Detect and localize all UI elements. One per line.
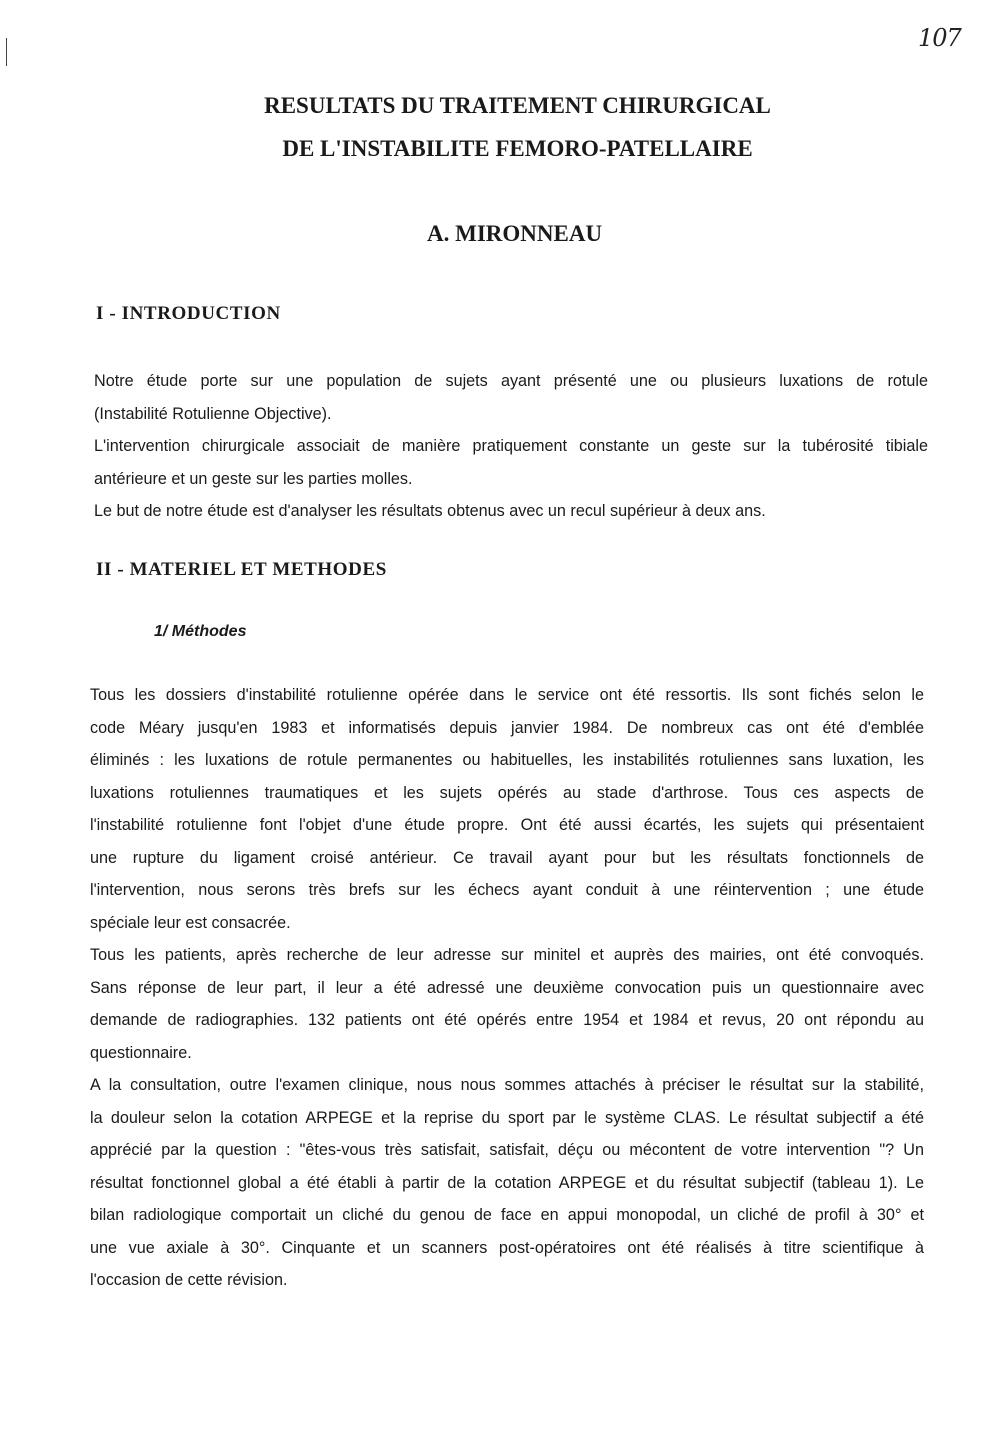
title-line-2: DE L'INSTABILITE FEMORO-PATELLAIRE xyxy=(282,136,753,161)
paragraph-line: spéciale leur est consacrée. xyxy=(90,913,291,932)
paragraph-line: une rupture du ligament croisé antérieur. Ce travail ayant pour but les résultats fonctionnels de xyxy=(90,848,924,867)
paragraph-line: Notre étude porte sur une population de sujets ayant présenté une ou plusieurs luxations de rotule xyxy=(94,372,928,390)
paragraph-line: (Instabilité Rotulienne Objective). xyxy=(94,404,332,423)
paragraph-line: une vue axiale à 30°. Cinquante et un scanners post-opératoires ont été réalisés à titre scientifique à xyxy=(90,1238,924,1257)
paragraph-line: questionnaire. xyxy=(90,1043,192,1062)
methodes-text xyxy=(90,679,924,1297)
paragraph-line: éliminés : les luxations de rotule permanentes ou habituelles, les instabilités rotuliennes sans luxation, les xyxy=(90,751,924,769)
paragraph-line: L'intervention chirurgicale associait de manière pratiquement constante un geste sur la tubérosité tibiale xyxy=(94,437,928,455)
page-number: 107 xyxy=(918,24,961,52)
paragraph-line: Tous les patients, après recherche de leur adresse sur minitel et auprès des mairies, ont été convoqués. xyxy=(90,946,924,964)
paragraph-line: l'occasion de cette révision. xyxy=(90,1271,288,1289)
paragraph-line: l'instabilité rotulienne font l'objet d'une étude propre. Ont été aussi écartés, les sujets qui présentaient xyxy=(90,816,924,834)
paragraph-line: apprécié par la question : "êtes-vous très satisfait, satisfait, déçu ou mécontent de votre intervention "? Un xyxy=(90,1141,924,1159)
paragraph-line: la douleur selon la cotation ARPEGE et la reprise du sport par le système CLAS. Le résultat subjectif a été xyxy=(90,1108,924,1127)
paragraph-line: Sans réponse de leur part, il leur a été adressé une deuxième convocation puis un questionnaire avec xyxy=(90,978,924,997)
author: A. MIRONNEAU xyxy=(427,221,603,246)
paragraph-line: Tous les dossiers d'instabilité rotulienne opérée dans le service ont été ressortis. Ils sont fichés selon le xyxy=(90,686,924,704)
title-line-1: RESULTATS DU TRAITEMENT CHIRURGICAL xyxy=(264,93,771,118)
subsection-heading-methodes: 1/ Méthodes xyxy=(154,623,247,640)
section-heading-introduction: I - INTRODUCTION xyxy=(96,303,281,324)
paragraph-line: l'intervention, nous serons très brefs sur les échecs ayant conduit à une réintervention ; une étude xyxy=(90,881,924,899)
introduction-text xyxy=(94,365,928,528)
scan-edge-mark xyxy=(6,38,7,66)
paragraph-line: bilan radiologique comportait un cliché du genou de face en appui monopodal, un cliché de profil à 30° et xyxy=(90,1206,924,1224)
paragraph-line: résultat fonctionnel global a été établi à partir de la cotation ARPEGE et du résultat subjectif (tableau 1). Le xyxy=(90,1173,924,1192)
section-heading-materiel-methodes: II - MATERIEL ET METHODES xyxy=(96,559,387,580)
paragraph-line: code Méary jusqu'en 1983 et informatisés depuis janvier 1984. De nombreux cas ont été d'emblée xyxy=(90,718,924,737)
paragraph-line: antérieure et un geste sur les parties molles. xyxy=(94,469,413,488)
paragraph-line: demande de radiographies. 132 patients ont été opérés entre 1954 et 1984 et revus, 20 ont répondu au xyxy=(90,1011,924,1029)
paragraph-line: A la consultation, outre l'examen clinique, nous nous sommes attachés à préciser le résultat sur la stabilité, xyxy=(90,1076,924,1094)
paragraph-line: Le but de notre étude est d'analyser les résultats obtenus avec un recul supérieur à deux ans. xyxy=(94,502,766,520)
paragraph-line: luxations rotuliennes traumatiques et les sujets opérés au stade d'arthrose. Tous ces aspects de xyxy=(90,783,924,802)
